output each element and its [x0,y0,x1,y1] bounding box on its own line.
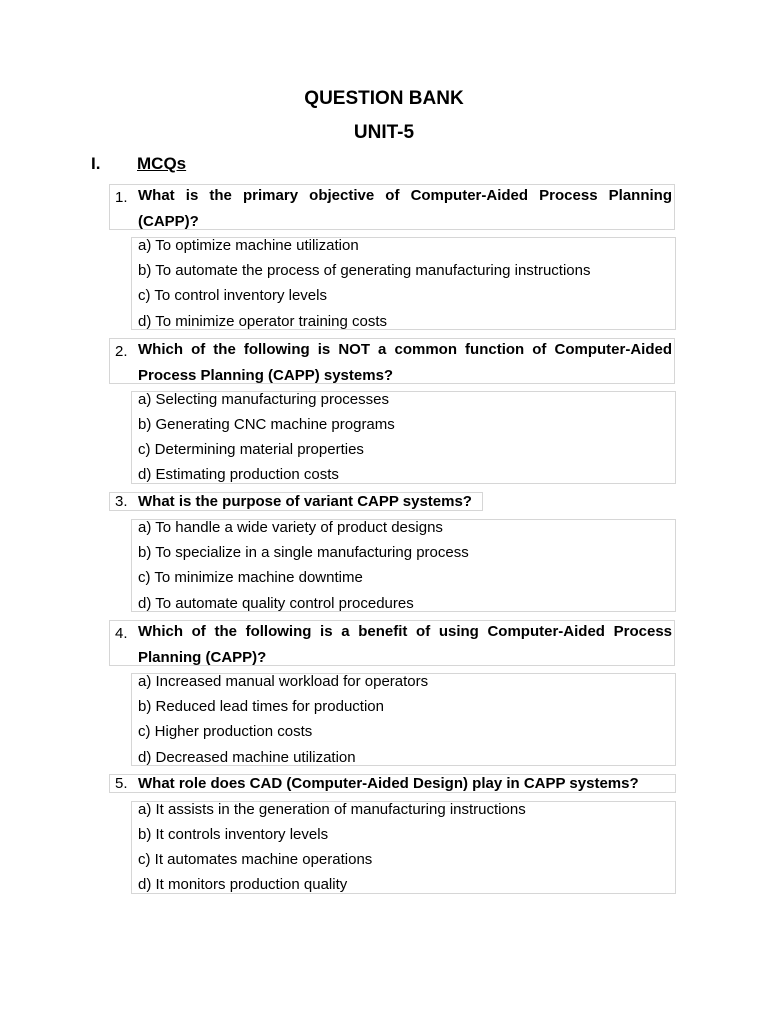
question-number: 4. [115,625,128,642]
option-a: a) To handle a wide variety of product designs [138,519,443,536]
option-d: d) To minimize operator training costs [138,313,387,330]
option-b: b) Generating CNC machine programs [138,416,395,433]
question-5 [109,774,676,793]
question-5-options [131,801,676,894]
option-d: d) Decreased machine utilization [138,749,356,766]
question-number: 1. [115,189,128,206]
question-3-options [131,519,676,612]
question-2-options [131,391,676,484]
question-2 [109,338,675,384]
option-a: a) To optimize machine utilization [138,237,359,254]
page-title: QUESTION BANK [304,88,464,109]
option-d: d) To automate quality control procedures [138,595,414,612]
option-c: c) Determining material properties [138,441,364,458]
question-text: What is the primary objective of Computer-Aided Process Planning (CAPP)? [138,187,672,230]
question-text: What role does CAD (Computer-Aided Design) play in CAPP systems? [138,775,639,792]
question-3 [109,492,483,511]
option-b: b) Reduced lead times for production [138,698,384,715]
option-b: b) To specialize in a single manufacturing process [138,544,469,561]
section-title: MCQs [137,154,187,173]
option-a: a) Increased manual workload for operators [138,673,429,690]
question-number: 5. [115,775,128,792]
option-a: a) It assists in the generation of manufacturing instructions [138,801,526,818]
question-4-options [131,673,676,766]
question-text: What is the purpose of variant CAPP systems? [138,493,472,510]
question-1 [109,184,675,230]
question-text: Which of the following is a benefit of using Computer-Aided Process Planning (CAPP)? [138,623,672,666]
option-b: b) It controls inventory levels [138,826,329,843]
option-c: c) To control inventory levels [138,287,327,304]
option-c: c) Higher production costs [138,723,313,740]
option-d: d) Estimating production costs [138,466,339,483]
question-text: Which of the following is NOT a common function of Computer-Aided Process Planning (CAPP) systems? [138,341,672,384]
question-4 [109,620,675,666]
option-a: a) Selecting manufacturing processes [138,391,389,408]
question-number: 2. [115,343,128,360]
option-b: b) To automate the process of generating manufacturing instructions [138,262,591,279]
option-c: c) It automates machine operations [138,851,373,868]
question-1-options [131,237,676,330]
option-d: d) It monitors production quality [138,876,348,893]
unit-heading: UNIT-5 [353,122,415,143]
section-number: I. [91,154,101,173]
question-number: 3. [115,493,128,510]
option-c: c) To minimize machine downtime [138,569,363,586]
